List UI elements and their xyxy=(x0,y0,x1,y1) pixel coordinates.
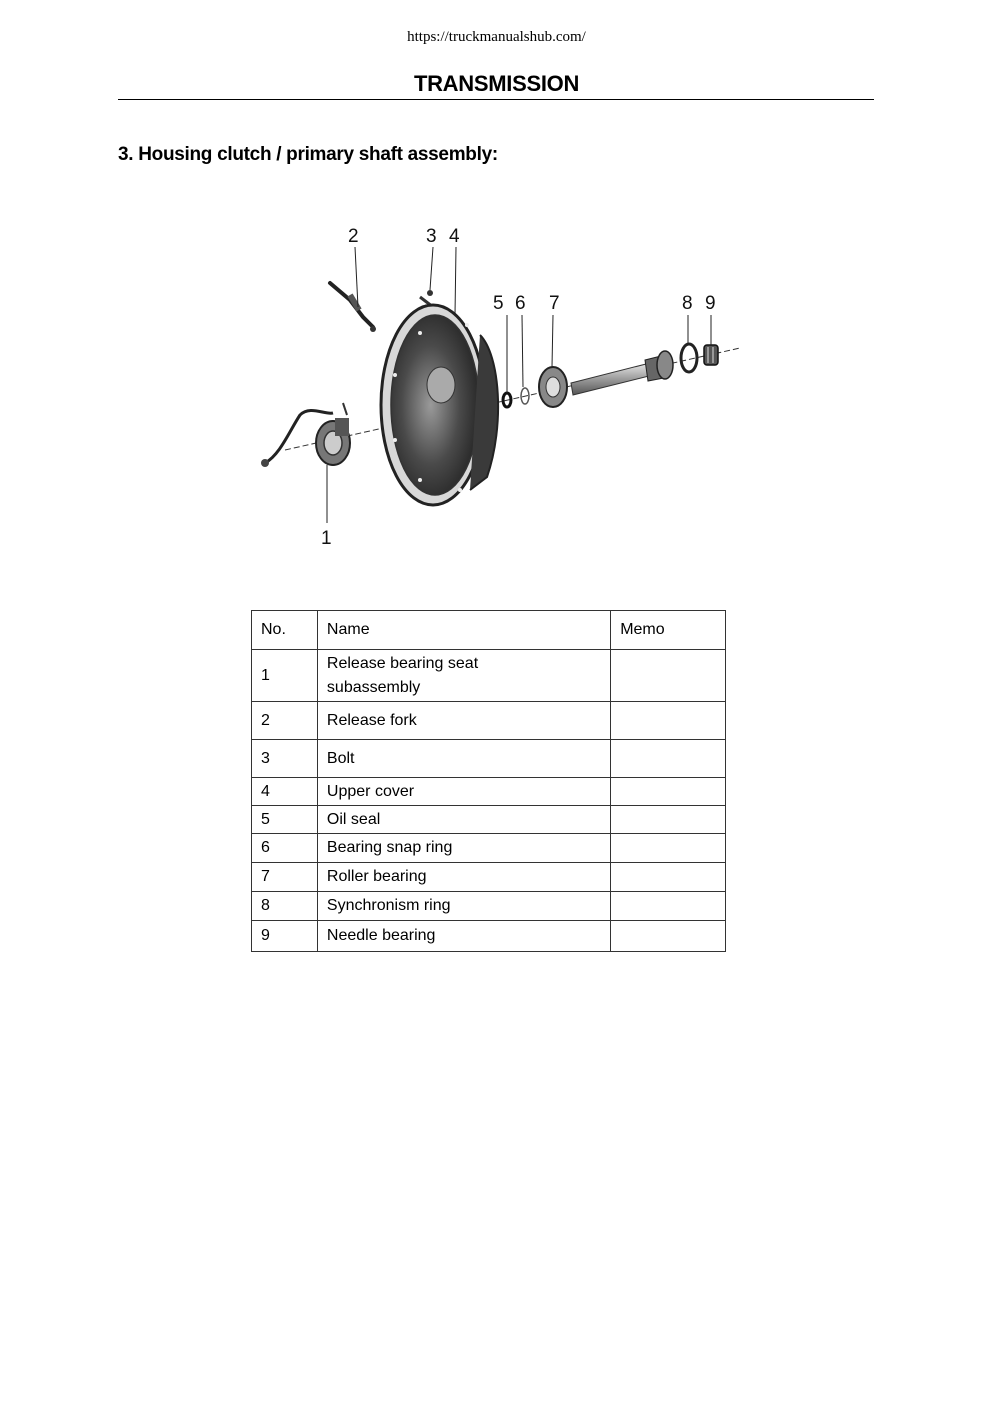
callout-2: 2 xyxy=(348,226,359,247)
cell-memo xyxy=(611,740,726,778)
callout-8: 8 xyxy=(682,293,693,314)
callout-3: 3 xyxy=(426,226,437,247)
header-name: Name xyxy=(317,611,610,650)
needle-bearing-part xyxy=(704,345,718,365)
table-row xyxy=(252,778,726,806)
table-row xyxy=(252,834,726,863)
cell-name: Bearing snap ring xyxy=(317,834,610,863)
section-title: 3. Housing clutch / primary shaft assembly: xyxy=(118,144,498,165)
cell-no: 1 xyxy=(252,650,318,702)
cell-memo xyxy=(611,863,726,892)
cell-memo xyxy=(611,834,726,863)
cell-memo xyxy=(611,650,726,702)
cell-name: Roller bearing xyxy=(317,863,610,892)
cell-memo xyxy=(611,921,726,952)
source-url: https://truckmanualshub.com/ xyxy=(407,29,586,45)
cell-no: 5 xyxy=(252,806,318,834)
cell-name-line: Release bearing seat xyxy=(326,654,479,672)
page-header-title: TRANSMISSION xyxy=(413,71,580,96)
cell-no: 2 xyxy=(252,702,318,740)
clutch-housing-part xyxy=(381,305,498,505)
table-row xyxy=(252,702,726,740)
table-row xyxy=(252,806,726,834)
cell-name-line: subassembly xyxy=(326,678,421,696)
cell-memo xyxy=(611,702,726,740)
cell-no: 8 xyxy=(252,892,318,921)
cell-memo xyxy=(611,892,726,921)
callout-1: 1 xyxy=(321,528,332,549)
header-no: No. xyxy=(252,611,318,650)
exploded-view-diagram xyxy=(255,215,745,555)
table-row xyxy=(252,650,726,702)
table-row xyxy=(252,921,726,952)
table-row xyxy=(252,863,726,892)
cell-no: 7 xyxy=(252,863,318,892)
header-memo: Memo xyxy=(611,611,726,650)
cell-name: Synchronism ring xyxy=(317,892,610,921)
cell-no: 6 xyxy=(252,834,318,863)
callout-9: 9 xyxy=(705,293,716,314)
cell-name xyxy=(317,650,610,702)
cell-name: Upper cover xyxy=(317,778,610,806)
header-divider xyxy=(118,99,874,100)
cell-no: 9 xyxy=(252,921,318,952)
callout-7: 7 xyxy=(549,293,560,314)
cell-no: 3 xyxy=(252,740,318,778)
roller-bearing-part xyxy=(539,367,567,407)
release-fork-part xyxy=(330,283,376,332)
primary-shaft-part xyxy=(571,351,673,395)
exploded-view-svg xyxy=(255,215,745,555)
cell-no: 4 xyxy=(252,778,318,806)
cell-name: Needle bearing xyxy=(317,921,610,952)
release-bearing-seat-part xyxy=(261,403,350,467)
callout-5: 5 xyxy=(493,293,504,314)
cell-name: Release fork xyxy=(317,702,610,740)
callout-6: 6 xyxy=(515,293,526,314)
cell-name: Oil seal xyxy=(317,806,610,834)
callout-4: 4 xyxy=(449,226,460,247)
parts-table xyxy=(251,610,726,952)
cell-memo xyxy=(611,806,726,834)
table-header-row xyxy=(252,611,726,650)
table-row xyxy=(252,892,726,921)
cell-name: Bolt xyxy=(317,740,610,778)
cell-memo xyxy=(611,778,726,806)
table-row xyxy=(252,740,726,778)
